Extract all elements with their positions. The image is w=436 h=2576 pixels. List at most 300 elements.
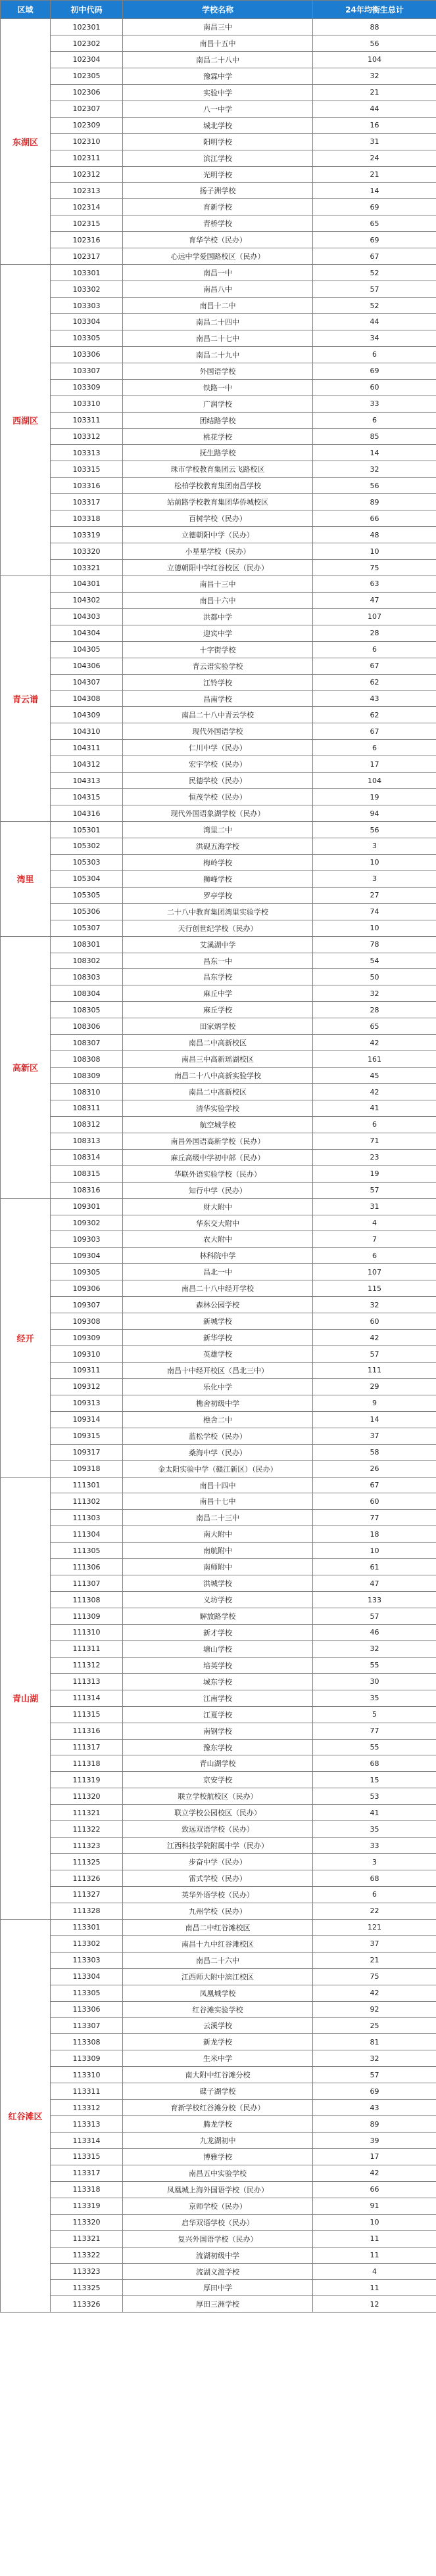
count-cell: 19	[313, 1165, 436, 1182]
count-cell: 75	[313, 1968, 436, 1985]
code-cell: 113307	[51, 2018, 123, 2034]
code-cell: 108309	[51, 1068, 123, 1084]
code-cell: 113325	[51, 2280, 123, 2296]
table-row	[1, 395, 436, 412]
code-cell: 109315	[51, 1428, 123, 1444]
count-cell: 16	[313, 117, 436, 133]
count-cell: 29	[313, 1378, 436, 1395]
count-cell: 57	[313, 1182, 436, 1198]
count-cell: 74	[313, 903, 436, 920]
code-cell: 111309	[51, 1608, 123, 1625]
school-name-cell: 江铃学校	[123, 674, 313, 690]
code-cell: 105306	[51, 903, 123, 920]
count-cell: 7	[313, 1231, 436, 1248]
school-name-cell: 南昌八中	[123, 281, 313, 298]
table-row	[1, 1133, 436, 1149]
table-row	[1, 592, 436, 608]
code-cell: 111321	[51, 1805, 123, 1821]
table-row	[1, 1854, 436, 1870]
code-cell: 109317	[51, 1444, 123, 1460]
school-name-cell: 百树学校（民办）	[123, 510, 313, 527]
district-cell: 经开	[1, 1198, 51, 1477]
count-cell: 11	[313, 2247, 436, 2263]
count-cell: 42	[313, 1035, 436, 1051]
school-name-cell: 九龙湖初中	[123, 2133, 313, 2149]
header-row	[1, 1, 436, 19]
school-name-cell: 江西师大附中滨江校区	[123, 1968, 313, 1985]
school-name-cell: 新龙学校	[123, 2034, 313, 2050]
code-cell: 111302	[51, 1493, 123, 1510]
table-row	[1, 1313, 436, 1330]
table-row	[1, 1592, 436, 1608]
table-row	[1, 1018, 436, 1035]
table-row	[1, 625, 436, 641]
table-row	[1, 117, 436, 133]
school-name-cell: 青山湖学校	[123, 1755, 313, 1772]
table-row	[1, 1264, 436, 1280]
school-name-cell: 二十八中教育集团湾里实验学校	[123, 903, 313, 920]
school-name-cell: 步奋中学（民办）	[123, 1854, 313, 1870]
district-cell: 东湖区	[1, 19, 51, 265]
school-name-cell: 城北学校	[123, 117, 313, 133]
school-name-cell: 铁路一中	[123, 379, 313, 395]
code-cell: 103318	[51, 510, 123, 527]
count-cell: 11	[313, 2280, 436, 2296]
school-name-cell: 南昌十中经开校区（昌北三中）	[123, 1362, 313, 1378]
count-cell: 10	[313, 920, 436, 936]
table-row	[1, 560, 436, 576]
table-row	[1, 2247, 436, 2263]
code-cell: 111316	[51, 1723, 123, 1739]
table-row	[1, 887, 436, 903]
code-cell: 109303	[51, 1231, 123, 1248]
table-row	[1, 2133, 436, 2149]
table-row	[1, 1215, 436, 1231]
code-cell: 113318	[51, 2181, 123, 2198]
code-cell: 108308	[51, 1051, 123, 1068]
count-cell: 66	[313, 510, 436, 527]
table-row	[1, 494, 436, 510]
code-cell: 104302	[51, 592, 123, 608]
table-row	[1, 445, 436, 461]
code-cell: 105304	[51, 870, 123, 887]
table-row	[1, 2116, 436, 2133]
school-name-cell: 立德朝阳中学（民办）	[123, 527, 313, 543]
count-cell: 67	[313, 1477, 436, 1493]
table-row	[1, 2067, 436, 2083]
code-cell: 113306	[51, 2001, 123, 2018]
school-name-cell: 农大附中	[123, 1231, 313, 1248]
district-cell: 高新区	[1, 936, 51, 1198]
code-cell: 109301	[51, 1198, 123, 1215]
code-cell: 113311	[51, 2083, 123, 2100]
school-name-cell: 仁川中学（民办）	[123, 740, 313, 756]
count-cell: 14	[313, 1411, 436, 1428]
code-cell: 102317	[51, 248, 123, 265]
school-name-cell: 培英学校	[123, 1657, 313, 1673]
district-cell: 红谷滩区	[1, 1919, 51, 2313]
code-cell: 108306	[51, 1018, 123, 1035]
code-cell: 113321	[51, 2230, 123, 2247]
code-cell: 109309	[51, 1330, 123, 1346]
school-name-cell: 小星星学校（民办）	[123, 543, 313, 560]
table-row	[1, 1919, 436, 1935]
count-cell: 11	[313, 2230, 436, 2247]
count-cell: 25	[313, 2018, 436, 2034]
school-name-cell: 麻丘高级中学初中部（民办）	[123, 1149, 313, 1165]
count-cell: 89	[313, 494, 436, 510]
count-cell: 32	[313, 1297, 436, 1313]
table-row	[1, 1362, 436, 1378]
count-cell: 32	[313, 461, 436, 478]
school-name-cell: 南昌二十三中	[123, 1510, 313, 1526]
count-cell: 31	[313, 1198, 436, 1215]
school-name-cell: 珠市学校教育集团云飞路校区	[123, 461, 313, 478]
code-cell: 103305	[51, 330, 123, 346]
count-cell: 107	[313, 608, 436, 625]
school-name-cell: 湾里二中	[123, 822, 313, 838]
code-cell: 104308	[51, 690, 123, 707]
table-row	[1, 133, 436, 150]
table-row	[1, 1559, 436, 1575]
table-row	[1, 1116, 436, 1133]
table-row	[1, 822, 436, 838]
count-cell: 6	[313, 346, 436, 363]
table-row	[1, 2280, 436, 2296]
table-row	[1, 543, 436, 560]
count-cell: 37	[313, 1428, 436, 1444]
table-row	[1, 478, 436, 494]
school-name-cell: 南昌外国语高新学校（民办）	[123, 1133, 313, 1149]
school-name-cell: 南昌二十八中	[123, 51, 313, 68]
table-row	[1, 2018, 436, 2034]
count-cell: 60	[313, 1493, 436, 1510]
school-name-cell: 城东学校	[123, 1673, 313, 1690]
school-name-cell: 腾龙学校	[123, 2116, 313, 2133]
table-row	[1, 2198, 436, 2214]
code-cell: 102304	[51, 51, 123, 68]
code-cell: 103301	[51, 265, 123, 281]
code-cell: 104311	[51, 740, 123, 756]
count-cell: 10	[313, 854, 436, 870]
code-cell: 104316	[51, 805, 123, 822]
school-name-cell: 十字街学校	[123, 641, 313, 658]
count-cell: 32	[313, 68, 436, 84]
code-cell: 109312	[51, 1378, 123, 1395]
code-cell: 109314	[51, 1411, 123, 1428]
count-cell: 15	[313, 1772, 436, 1788]
school-name-cell: 扬子洲学校	[123, 183, 313, 199]
count-cell: 6	[313, 1886, 436, 1903]
school-name-cell: 麻丘中学	[123, 985, 313, 1002]
code-cell: 113322	[51, 2247, 123, 2263]
code-cell: 103307	[51, 363, 123, 379]
table-row	[1, 1510, 436, 1526]
code-cell: 111312	[51, 1657, 123, 1673]
code-cell: 113317	[51, 2165, 123, 2181]
code-cell: 113301	[51, 1919, 123, 1935]
count-cell: 89	[313, 2116, 436, 2133]
school-name-cell: 南昌二十七中	[123, 330, 313, 346]
count-cell: 60	[313, 379, 436, 395]
code-cell: 111311	[51, 1640, 123, 1657]
school-name-cell: 南昌二中高新校区	[123, 1035, 313, 1051]
count-cell: 30	[313, 1673, 436, 1690]
school-name-cell: 南昌十三中	[123, 576, 313, 592]
code-cell: 102311	[51, 150, 123, 166]
code-cell: 109305	[51, 1264, 123, 1280]
count-cell: 133	[313, 1592, 436, 1608]
school-name-cell: 樵舍初级中学	[123, 1395, 313, 1411]
table-row	[1, 1788, 436, 1805]
table-row	[1, 346, 436, 363]
table-row	[1, 936, 436, 953]
code-cell: 105301	[51, 822, 123, 838]
table-row	[1, 1526, 436, 1543]
code-cell: 105307	[51, 920, 123, 936]
table-row	[1, 1772, 436, 1788]
count-cell: 23	[313, 1149, 436, 1165]
school-name-cell: 洪砚五海学校	[123, 838, 313, 854]
code-cell: 111306	[51, 1559, 123, 1575]
table-row	[1, 1198, 436, 1215]
code-cell: 111307	[51, 1575, 123, 1592]
table-row	[1, 2001, 436, 2018]
school-name-cell: 南大附中	[123, 1526, 313, 1543]
count-cell: 69	[313, 2083, 436, 2100]
code-cell: 109306	[51, 1280, 123, 1297]
table-row	[1, 298, 436, 314]
count-cell: 71	[313, 1133, 436, 1149]
table-row	[1, 789, 436, 805]
code-cell: 104306	[51, 658, 123, 674]
school-name-cell: 林科院中学	[123, 1248, 313, 1264]
count-cell: 44	[313, 101, 436, 117]
code-cell: 108314	[51, 1149, 123, 1165]
code-cell: 111303	[51, 1510, 123, 1526]
code-cell: 113305	[51, 1985, 123, 2001]
count-cell: 52	[313, 265, 436, 281]
code-cell: 113303	[51, 1952, 123, 1968]
table-row	[1, 166, 436, 183]
code-cell: 102316	[51, 232, 123, 248]
code-cell: 108313	[51, 1133, 123, 1149]
school-name-cell: 京安学校	[123, 1772, 313, 1788]
count-cell: 35	[313, 1690, 436, 1706]
code-cell: 102310	[51, 133, 123, 150]
school-name-cell: 新才学校	[123, 1624, 313, 1640]
table-row	[1, 281, 436, 298]
table-row	[1, 2181, 436, 2198]
count-cell: 54	[313, 953, 436, 969]
table-row	[1, 658, 436, 674]
school-name-cell: 罗亭学校	[123, 887, 313, 903]
school-name-cell: 育华学校（民办）	[123, 232, 313, 248]
school-name-cell: 致远双语学校（民办）	[123, 1821, 313, 1838]
table-row	[1, 35, 436, 52]
school-name-cell: 艾溪湖中学	[123, 936, 313, 953]
code-cell: 108311	[51, 1100, 123, 1116]
count-cell: 81	[313, 2034, 436, 2050]
count-cell: 55	[313, 1657, 436, 1673]
school-name-cell: 厚田三洲学校	[123, 2296, 313, 2313]
school-name-cell: 心远中学爱国路校区（民办）	[123, 248, 313, 265]
table-row	[1, 2296, 436, 2313]
table-row	[1, 265, 436, 281]
school-name-cell: 现代外国语象湖学校（民办）	[123, 805, 313, 822]
school-name-cell: 恒茂学校（民办）	[123, 789, 313, 805]
table-row	[1, 690, 436, 707]
table-row	[1, 1739, 436, 1755]
code-cell: 111304	[51, 1526, 123, 1543]
code-cell: 103316	[51, 478, 123, 494]
code-cell: 103321	[51, 560, 123, 576]
count-cell: 10	[313, 1543, 436, 1559]
count-cell: 121	[313, 1919, 436, 1935]
count-cell: 42	[313, 1985, 436, 2001]
code-cell: 111301	[51, 1477, 123, 1493]
school-name-cell: 南钢学校	[123, 1723, 313, 1739]
count-cell: 42	[313, 2165, 436, 2181]
table-row	[1, 1755, 436, 1772]
school-name-cell: 现代外国语学校	[123, 723, 313, 740]
table-row	[1, 838, 436, 854]
code-cell: 104304	[51, 625, 123, 641]
table-row	[1, 232, 436, 248]
code-cell: 113302	[51, 1935, 123, 1952]
count-cell: 34	[313, 330, 436, 346]
table-row	[1, 1477, 436, 1493]
school-name-cell: 雷式学校（民办）	[123, 1870, 313, 1887]
count-cell: 62	[313, 674, 436, 690]
table-row	[1, 2050, 436, 2067]
school-name-cell: 桑海中学（民办）	[123, 1444, 313, 1460]
code-cell: 103310	[51, 395, 123, 412]
table-row	[1, 363, 436, 379]
code-cell: 111317	[51, 1739, 123, 1755]
count-cell: 32	[313, 2050, 436, 2067]
table-row	[1, 608, 436, 625]
school-name-cell: 博雅学校	[123, 2148, 313, 2165]
count-cell: 43	[313, 2100, 436, 2116]
school-name-cell: 滨江学校	[123, 150, 313, 166]
count-cell: 3	[313, 1854, 436, 1870]
header-district: 区域	[1, 1, 51, 19]
code-cell: 111323	[51, 1838, 123, 1854]
school-name-cell: 复兴外国语学校（民办）	[123, 2230, 313, 2247]
count-cell: 94	[313, 805, 436, 822]
count-cell: 57	[313, 2067, 436, 2083]
code-cell: 111320	[51, 1788, 123, 1805]
school-name-cell: 南昌十二中	[123, 298, 313, 314]
count-cell: 115	[313, 1280, 436, 1297]
school-name-cell: 南昌十五中	[123, 35, 313, 52]
table-row	[1, 19, 436, 35]
code-cell: 113310	[51, 2067, 123, 2083]
school-name-cell: 麻丘学校	[123, 1002, 313, 1018]
table-row	[1, 1706, 436, 1723]
school-name-cell: 育新学校红谷滩分校（民办）	[123, 2100, 313, 2116]
count-cell: 104	[313, 773, 436, 789]
count-cell: 28	[313, 625, 436, 641]
code-cell: 108307	[51, 1035, 123, 1051]
table-row	[1, 1084, 436, 1100]
table-row	[1, 2165, 436, 2181]
school-name-cell: 昌东学校	[123, 969, 313, 985]
code-cell: 109307	[51, 1297, 123, 1313]
count-cell: 6	[313, 1248, 436, 1264]
school-name-cell: 清华实验学校	[123, 1100, 313, 1116]
code-cell: 104305	[51, 641, 123, 658]
school-name-cell: 云溪学校	[123, 2018, 313, 2034]
school-name-cell: 华联外语实验学校（民办）	[123, 1165, 313, 1182]
school-name-cell: 流湖义渡学校	[123, 2263, 313, 2280]
code-cell: 103320	[51, 543, 123, 560]
table-row	[1, 150, 436, 166]
table-row	[1, 920, 436, 936]
school-name-cell: 天行创世纪学校（民办）	[123, 920, 313, 936]
header-name: 学校名称	[123, 1, 313, 19]
table-row	[1, 68, 436, 84]
code-cell: 103311	[51, 412, 123, 428]
school-name-cell: 梅岭学校	[123, 854, 313, 870]
school-name-cell: 迎宾中学	[123, 625, 313, 641]
table-row	[1, 1297, 436, 1313]
school-name-cell: 华东交大附中	[123, 1215, 313, 1231]
count-cell: 21	[313, 1952, 436, 1968]
table-row	[1, 870, 436, 887]
count-cell: 57	[313, 1346, 436, 1363]
table-row	[1, 674, 436, 690]
code-cell: 104303	[51, 608, 123, 625]
school-name-cell: 南昌二十八中经开学校	[123, 1280, 313, 1297]
count-cell: 161	[313, 1051, 436, 1068]
count-cell: 42	[313, 1084, 436, 1100]
table-row	[1, 985, 436, 1002]
code-cell: 103313	[51, 445, 123, 461]
code-cell: 113304	[51, 1968, 123, 1985]
school-name-cell: 狮峰学校	[123, 870, 313, 887]
school-name-cell: 南昌十六中	[123, 592, 313, 608]
table-row	[1, 1575, 436, 1592]
code-cell: 102309	[51, 117, 123, 133]
district-cell: 湾里	[1, 822, 51, 937]
table-row	[1, 2034, 436, 2050]
code-cell: 109311	[51, 1362, 123, 1378]
code-cell: 111326	[51, 1870, 123, 1887]
school-name-cell: 航空城学校	[123, 1116, 313, 1133]
count-cell: 88	[313, 19, 436, 35]
school-name-cell: 南昌二十六中	[123, 1952, 313, 1968]
school-name-cell: 樵舍二中	[123, 1411, 313, 1428]
code-cell: 111313	[51, 1673, 123, 1690]
school-name-cell: 九州学校（民办）	[123, 1903, 313, 1919]
count-cell: 3	[313, 838, 436, 854]
code-cell: 108316	[51, 1182, 123, 1198]
table-body	[1, 19, 436, 2313]
school-name-cell: 森林公园学校	[123, 1297, 313, 1313]
count-cell: 56	[313, 822, 436, 838]
count-cell: 85	[313, 428, 436, 445]
count-cell: 46	[313, 1624, 436, 1640]
count-cell: 52	[313, 298, 436, 314]
school-name-cell: 碟子湖学校	[123, 2083, 313, 2100]
table-row	[1, 510, 436, 527]
table-row	[1, 641, 436, 658]
school-name-cell: 南昌二十四中	[123, 313, 313, 330]
table-row	[1, 2100, 436, 2116]
school-name-cell: 京师学校（民办）	[123, 2198, 313, 2214]
